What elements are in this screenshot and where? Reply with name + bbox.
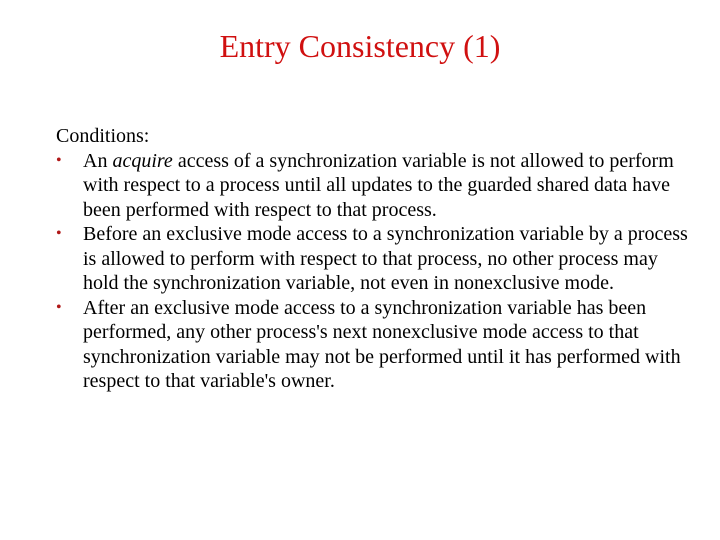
conditions-list [56,149,696,394]
condition-text: After an exclusive mode access to a synchronization variable has been performed, any other process's next nonexclusive mode access to that synchronization variable may not be performed until it has performed with respect to that variable's owner. [83,296,681,392]
condition-item-acquire [56,149,696,223]
conditions-heading: Conditions: [56,125,150,147]
condition-text-suffix: access of a synchronization variable is not allowed to perform with respect to a process until all updates to the guarded shared data have been performed with respect to that process. [83,149,674,221]
bullet-icon: • [56,298,62,316]
bullet-icon: • [56,225,62,242]
condition-emphasis: acquire [112,149,173,172]
condition-item-exclusive-before [56,222,696,296]
slide-title: Entry Consistency (1) [219,28,501,64]
condition-text: Before an exclusive mode access to a synchronization variable by a process is allowed to perform with respect to that process, no other process may hold the synchronization variable, not even in nonexclusive mode. [83,223,688,294]
bullet-icon: • [56,151,62,169]
condition-item-exclusive-after [56,296,696,394]
slide-body [56,124,696,394]
condition-text-prefix: An [83,149,113,172]
